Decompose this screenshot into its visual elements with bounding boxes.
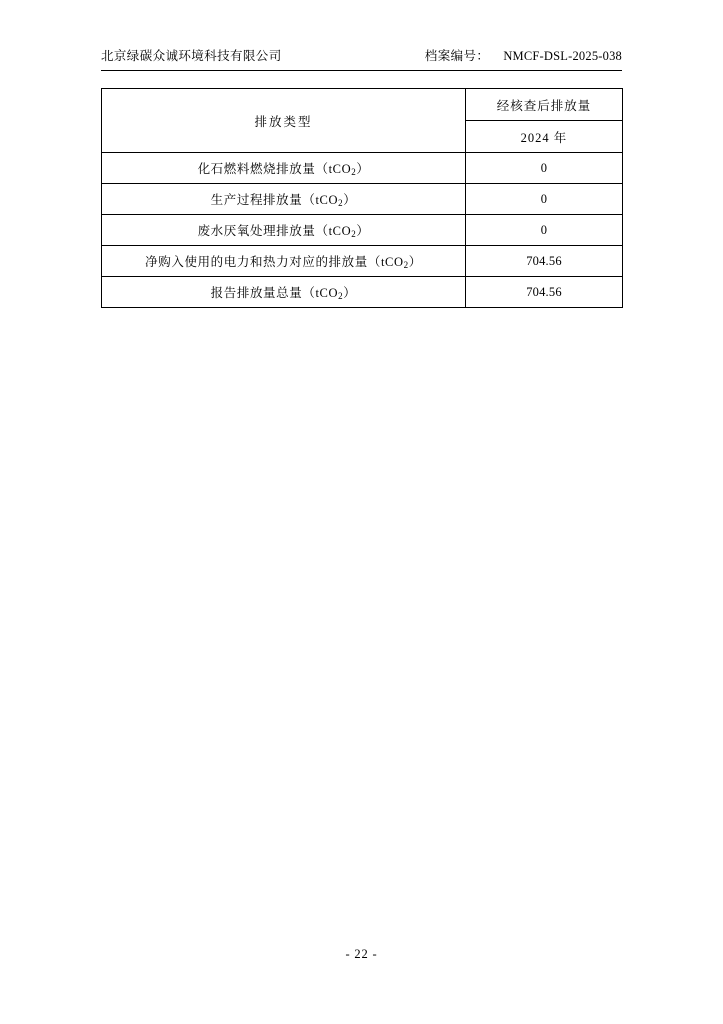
table-row	[102, 215, 623, 246]
header-cell-value-top: 经核查后排放量	[466, 89, 623, 121]
emissions-table-container	[101, 88, 622, 308]
row-type-sub: 2	[351, 167, 357, 177]
header-company-name: 北京绿碳众诚环境科技有限公司	[101, 49, 282, 63]
row-value: 704.56	[466, 277, 623, 308]
table-header-row	[102, 89, 623, 121]
table-row	[102, 184, 623, 215]
row-type-sub: 2	[338, 198, 344, 208]
header-archive	[425, 46, 622, 64]
page-number: - 22 -	[345, 947, 378, 961]
archive-code: NMCF-DSL-2025-038	[503, 49, 622, 63]
row-value: 0	[466, 215, 623, 246]
row-type-suffix: ）	[343, 286, 357, 300]
emissions-table	[101, 88, 623, 308]
row-type-text: 净购入使用的电力和热力对应的排放量（tCO	[145, 255, 404, 269]
row-type-suffix: ）	[356, 224, 370, 238]
row-type-sub: 2	[338, 291, 344, 301]
row-type-text: 化石燃料燃烧排放量（tCO	[197, 162, 352, 176]
header-cell-value-bottom: 2024 年	[466, 121, 623, 153]
row-type-suffix: ）	[408, 255, 422, 269]
row-type-sub: 2	[403, 260, 409, 270]
row-type-label	[102, 215, 466, 246]
row-value: 0	[466, 153, 623, 184]
row-type-text: 报告排放量总量（tCO	[210, 286, 339, 300]
page-header	[101, 46, 622, 64]
table-row	[102, 246, 623, 277]
row-type-label	[102, 277, 466, 308]
table-row	[102, 277, 623, 308]
row-type-label	[102, 153, 466, 184]
row-value: 704.56	[466, 246, 623, 277]
table-row	[102, 153, 623, 184]
row-type-suffix: ）	[356, 162, 370, 176]
row-type-sub: 2	[351, 229, 357, 239]
row-type-label	[102, 184, 466, 215]
row-type-text: 废水厌氧处理排放量（tCO	[197, 224, 352, 238]
row-type-label	[102, 246, 466, 277]
row-value: 0	[466, 184, 623, 215]
header-divider	[101, 70, 622, 71]
row-type-suffix: ）	[343, 193, 357, 207]
page-footer	[0, 947, 723, 962]
row-type-text: 生产过程排放量（tCO	[210, 193, 339, 207]
header-cell-type: 排放类型	[102, 89, 466, 153]
archive-label: 档案编号：	[424, 49, 490, 63]
